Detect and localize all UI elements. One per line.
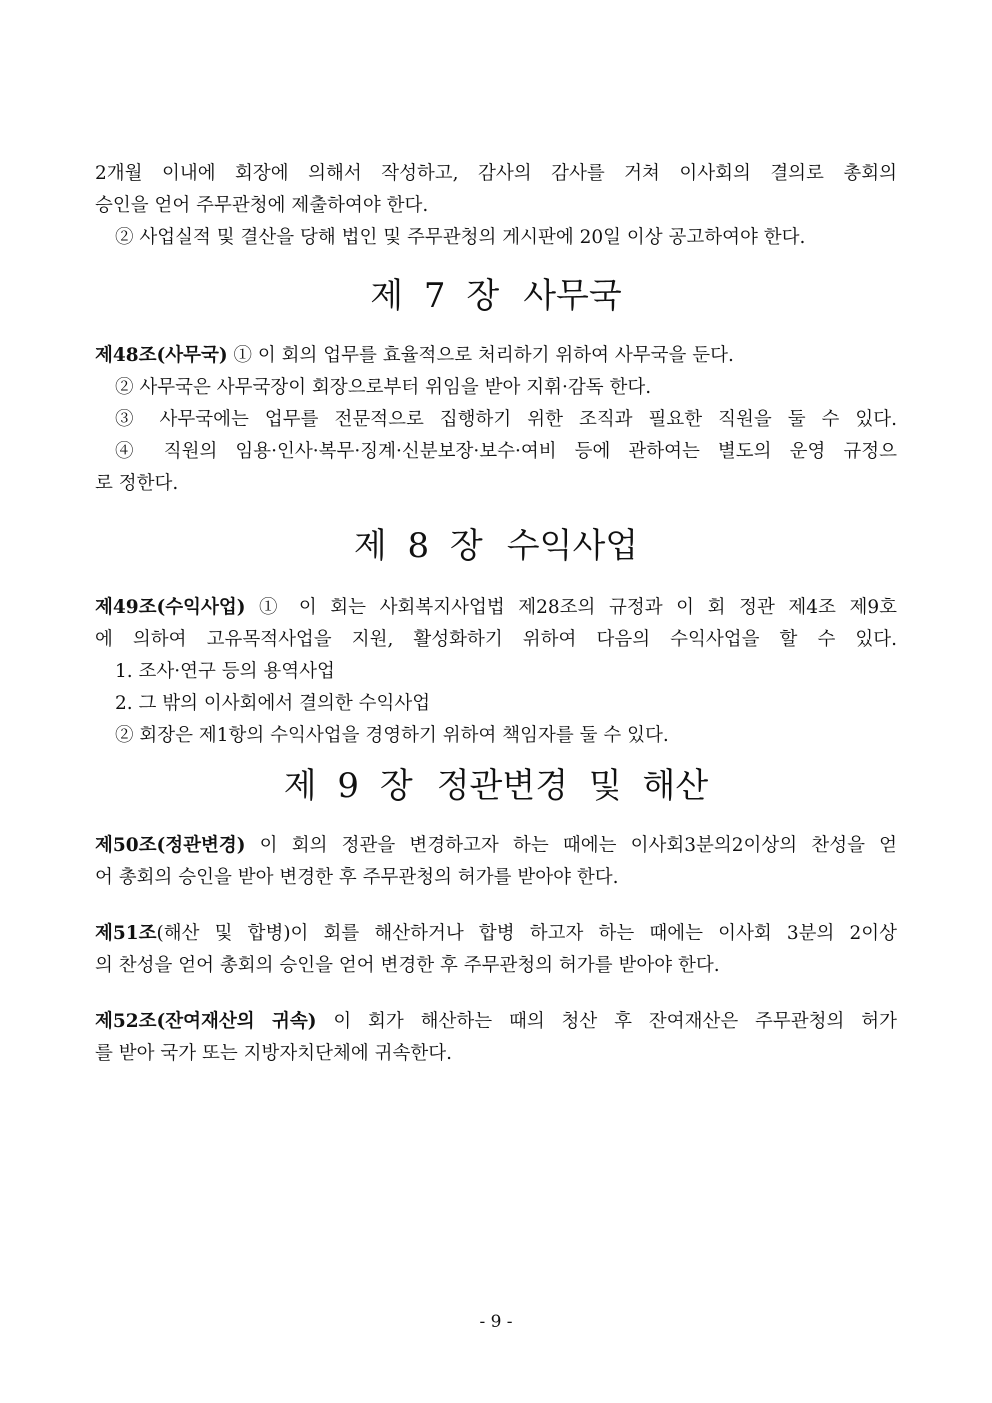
article-51-label: 제51조 — [95, 923, 157, 944]
article-48-label: 제48조(사무국) — [95, 345, 228, 366]
chapter-9-title: 정관변경 및 해산 — [436, 766, 709, 806]
chapter-8-heading — [95, 524, 897, 568]
chapter-8-number: 제 8 장 — [353, 526, 483, 566]
chapter-9-heading — [95, 764, 897, 808]
chapter-7-title: 사무국 — [523, 276, 622, 316]
intro-line-1: 2개월 이내에 회장에 의해서 작성하고, 감사의 감사를 거쳐 이사회의 결의로 총회의 — [95, 163, 897, 184]
article-50-label: 제50조(정관변경) — [95, 835, 246, 856]
article-48-line-1 — [95, 340, 897, 372]
article-51-line-2: 의 찬성을 얻어 총회의 승인을 얻어 변경한 후 주무관청의 허가를 받아야 한다. — [95, 955, 720, 976]
article-50-line-1 — [95, 830, 897, 862]
intro-line-2: 승인을 얻어 주무관청에 제출하여야 한다. — [95, 195, 429, 216]
article-49-item-2: 2. 그 밖의 이사회에서 결의한 수익사업 — [115, 693, 431, 714]
intro-line-3: ② 사업실적 및 결산을 당해 법인 및 주무관청의 게시판에 20일 이상 공고하여야 한다. — [115, 227, 806, 248]
document-page — [95, 158, 897, 1070]
article-49-text-1: ① 이 회는 사회복지사업법 제28조의 규정과 이 회 정관 제4조 제9호 — [245, 597, 897, 618]
chapter-9-number: 제 9 장 — [283, 766, 413, 806]
article-48-line-4: ④ 직원의 임용·인사·복무·징계·신분보장·보수·여비 등에 관하여는 별도의 운영 규정으 — [115, 441, 897, 462]
chapter-7-number: 제 7 장 — [370, 276, 500, 316]
article-52-label: 제52조(잔여재산의 귀속) — [95, 1011, 317, 1032]
article-49-label: 제49조(수익사업) — [95, 597, 246, 618]
article-51-text-1: 이 회를 해산하거나 합병 하고자 하는 때에는 이사회 3분의 2이상 — [290, 923, 897, 944]
article-50-line-2: 어 총회의 승인을 받아 변경한 후 주무관청의 허가를 받아야 한다. — [95, 867, 619, 888]
article-49-line-2: 에 의하여 고유목적사업을 지원, 활성화하기 위하여 다음의 수익사업을 할 수 있다. — [95, 629, 897, 650]
chapter-7-heading — [95, 274, 897, 318]
article-51-label-rest: (해산 및 합병) — [156, 923, 291, 944]
article-52-text-1: 이 회가 해산하는 때의 청산 후 잔여재산은 주무관청의 허가 — [316, 1011, 897, 1032]
article-48-text-1: ① 이 회의 업무를 효율적으로 처리하기 위하여 사무국을 둔다. — [227, 345, 734, 366]
article-52-line-2: 를 받아 국가 또는 지방자치단체에 귀속한다. — [95, 1043, 452, 1064]
article-48-line-5: 로 정한다. — [95, 473, 179, 494]
article-52-line-1 — [95, 1006, 897, 1038]
article-51-line-1 — [95, 918, 897, 950]
article-49-line-1 — [95, 592, 897, 624]
chapter-8-title: 수익사업 — [506, 526, 639, 566]
article-49-item-1: 1. 조사·연구 등의 용역사업 — [115, 661, 335, 682]
article-48-line-2: ② 사무국은 사무국장이 회장으로부터 위임을 받아 지휘·감독 한다. — [115, 377, 652, 398]
article-50-text-1: 이 회의 정관을 변경하고자 하는 때에는 이사회3분의2이상의 찬성을 얻 — [245, 835, 897, 856]
article-48-line-3: ③ 사무국에는 업무를 전문적으로 집행하기 위한 조직과 필요한 직원을 둘 수 있다. — [115, 409, 897, 430]
page-number: - 9 - — [479, 1312, 513, 1332]
article-49-line-5: ② 회장은 제1항의 수익사업을 경영하기 위하여 책임자를 둘 수 있다. — [115, 725, 669, 746]
